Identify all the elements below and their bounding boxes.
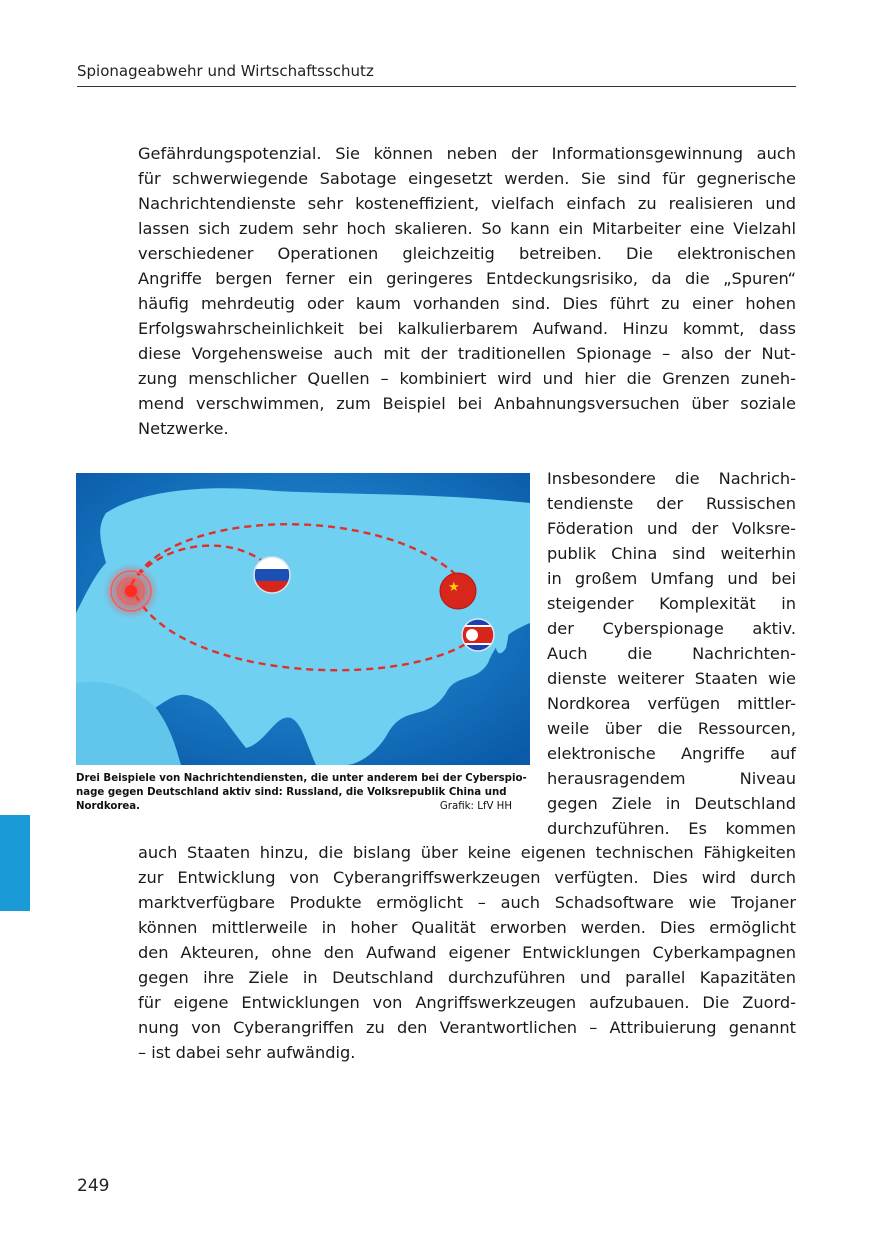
figure-caption xyxy=(76,772,530,814)
caption-line: nage gegen Deutschland aktiv sind: Russland, die Volksrepublik China und xyxy=(76,787,507,798)
cyber-espionage-map-figure xyxy=(76,473,530,765)
text-line: publik China sind weiterhin xyxy=(547,544,796,563)
running-header xyxy=(77,62,796,87)
text-line: der Cyberspionage aktiv. xyxy=(547,619,796,638)
text-line: gegen ihre Ziele in Deutschland durchzuführen und parallel Kapazitäten xyxy=(138,968,796,987)
text-line: zur Entwicklung von Cyberangriffswerkzeugen verfügten. Dies wird durch xyxy=(138,868,796,887)
germany-target-marker xyxy=(103,563,159,619)
text-line: den Akteuren, ohne den Aufwand eigener Entwicklungen Cyberkampagnen xyxy=(138,943,796,962)
text-line: lassen sich zudem sehr hoch skalieren. So kann ein Mitarbeiter eine Vielzahl xyxy=(138,219,796,238)
text-line: gegen Ziele in Deutschland xyxy=(547,794,796,813)
figure-credit: Grafik: LfV HH xyxy=(439,801,512,812)
text-line: dienste weiterer Staaten wie xyxy=(547,669,796,688)
text-line: können mittlerweile in hoher Qualität erworben werden. Dies ermöglicht xyxy=(138,918,796,937)
text-line: Angriffe bergen ferner ein geringeres Entdeckungsrisiko, da die „Spuren“ xyxy=(138,269,796,288)
text-line: Nordkorea verfügen mittler- xyxy=(547,694,796,713)
text-line: elektronische Angriffe auf xyxy=(547,744,796,763)
text-line: Insbesondere die Nachrich- xyxy=(547,469,796,488)
text-line: zung menschlicher Quellen – kombiniert wird und hier die Grenzen zuneh- xyxy=(138,369,796,388)
text-line: Nachrichtendienste sehr kosteneffizient, vielfach einfach zu realisieren und xyxy=(138,194,796,213)
text-line: für eigene Entwicklungen von Angriffswerkzeugen aufzubauen. Die Zuord- xyxy=(138,993,796,1012)
paragraph-2 xyxy=(547,466,796,841)
text-line: mend verschwimmen, zum Beispiel bei Anbahnungsversuchen über soziale xyxy=(138,394,796,413)
paragraph-1 xyxy=(138,141,796,441)
text-line: Gefährdungspotenzial. Sie können neben der Informationsgewinnung auch xyxy=(138,144,796,163)
text-line: nung von Cyberangriffen zu den Verantwortlichen – Attribuierung genannt xyxy=(138,1018,796,1037)
world-map-graphic xyxy=(76,473,530,765)
text-line: diese Vorgehensweise auch mit der traditionellen Spionage – also der Nut- xyxy=(138,344,796,363)
text-line: Auch die Nachrichten- xyxy=(547,644,796,663)
text-line: Föderation und der Volksre- xyxy=(547,519,796,538)
text-line: – ist dabei sehr aufwändig. xyxy=(138,1043,356,1062)
text-line: häufig mehrdeutig oder kaum vorhanden sind. Dies führt zu einer hohen xyxy=(138,294,796,313)
text-line: steigender Komplexität in xyxy=(547,594,796,613)
north-korea-flag-icon xyxy=(462,619,494,651)
text-line: herausragendem Niveau xyxy=(547,769,796,788)
text-line: Erfolgswahrscheinlichkeit bei kalkulierbarem Aufwand. Hinzu kommt, dass xyxy=(138,319,796,338)
svg-text:★: ★ xyxy=(448,580,460,595)
text-line: auch Staaten hinzu, die bislang über keine eigenen technischen Fähigkeiten xyxy=(138,843,796,862)
text-line: tendienste der Russischen xyxy=(547,494,796,513)
text-line: für schwerwiegende Sabotage eingesetzt werden. Sie sind für gegnerische xyxy=(138,169,796,188)
caption-line: Drei Beispiele von Nachrichtendiensten, die unter anderem bei der Cyberspio- xyxy=(76,773,527,784)
text-line: weile über die Ressourcen, xyxy=(547,719,796,738)
chapter-tab-marker xyxy=(0,815,30,911)
page-number: 249 xyxy=(77,1176,110,1196)
caption-line: Nordkorea. xyxy=(76,801,141,812)
paragraph-3 xyxy=(138,840,796,1065)
text-line: in großem Umfang und bei xyxy=(547,569,796,588)
china-flag-icon xyxy=(440,573,476,609)
header-title: Spionageabwehr und Wirtschaftsschutz xyxy=(77,62,374,80)
text-line: verschiedener Operationen gleichzeitig betreiben. Die elektronischen xyxy=(138,244,796,263)
text-line: marktverfügbare Produkte ermöglicht – auch Schadsoftware wie Trojaner xyxy=(138,893,796,912)
text-line: durchzuführen. Es kommen xyxy=(547,819,796,838)
text-line: Netzwerke. xyxy=(138,419,229,438)
